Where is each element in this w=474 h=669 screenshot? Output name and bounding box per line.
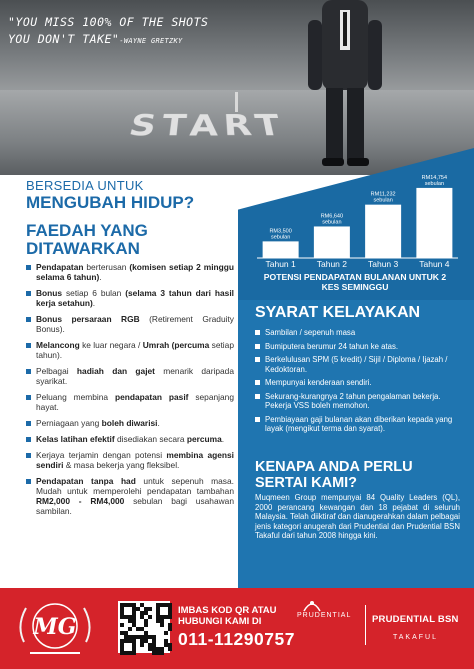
prudential-logo-icon	[301, 597, 323, 613]
requirement-item: Berkelulusan SPM (5 kredit) / Sijil / Diploma / Ijazah / Kedoktoran.	[255, 355, 460, 374]
benefit-text: Perniagaan yang	[36, 418, 102, 428]
benefit-text: berterusan	[83, 262, 130, 272]
intro-heading: MENGUBAH HIDUP?	[26, 193, 195, 212]
qr-module	[132, 651, 136, 655]
x-tick-label: Tahun 4	[419, 259, 450, 269]
bar-value-label: sebulan	[270, 234, 291, 241]
benefit-text: disediakan secara	[114, 434, 187, 444]
benefit-text: (komisen setiap 2 minggu selama 6 tahun)	[36, 262, 234, 282]
benefit-text: untuk sepenuh masa. Mudah untuk memperolehi pendapatan tambahan	[36, 476, 234, 496]
benefit-text: & masa bekerja yang fleksibel.	[63, 460, 180, 470]
benefits-title: FAEDAH YANG DITAWARKAN	[26, 221, 148, 258]
bar-value-label: RM6,640	[320, 213, 344, 220]
benefit-text: Bonus persaraan RGB	[36, 314, 140, 324]
benefit-text: setiap 6 bulan	[62, 288, 126, 298]
cta-line-2: HUBUNGI KAMI DI	[178, 616, 262, 627]
quote	[8, 14, 238, 50]
benefit-text: Pendapatan tanpa had	[36, 476, 136, 486]
logo-divider	[365, 605, 366, 645]
requirement-item: Sekurang-kurangnya 2 tahun pengalaman bekerja. Pekerja VSS boleh memohon.	[255, 392, 460, 411]
quote-line-1: "YOU MISS 100% OF THE SHOTS	[8, 15, 209, 29]
benefit-item	[26, 392, 234, 412]
bar-1	[263, 241, 299, 258]
qr-module	[168, 615, 172, 619]
benefit-text: Pendapatan	[36, 262, 84, 272]
qr-module	[164, 631, 168, 635]
bar-value-label: sebulan	[373, 197, 393, 204]
benefit-text: sebulan bagi usahawan sambilan.	[36, 496, 234, 516]
quote-author: -WAYNE GRETZKY	[119, 37, 183, 45]
qr-module	[160, 623, 164, 627]
benefit-text: .	[221, 434, 225, 444]
benefit-item	[26, 434, 234, 444]
bar-3	[365, 205, 401, 258]
takaful-label: TAKAFUL	[393, 634, 438, 641]
mg-logo	[10, 592, 100, 664]
cta-line-1: IMBAS KOD QR ATAU	[178, 605, 277, 616]
qr-module	[168, 647, 172, 651]
mg-logo-text: MG	[33, 614, 77, 640]
benefit-item	[26, 476, 234, 516]
road-start-text: START	[125, 109, 292, 144]
hero-image	[0, 0, 474, 175]
benefit-text: Kelas latihan efektif	[36, 434, 115, 444]
benefit-text: pendapatan pasif	[114, 392, 189, 402]
qr-module	[148, 615, 152, 619]
qr-module	[128, 627, 132, 631]
benefit-text: Peluang membina	[36, 392, 115, 402]
chart-title: POTENSI PENDAPATAN BULANAN UNTUK 2 KES SEMINGGU	[263, 272, 447, 292]
benefit-text: Pelbagai	[36, 366, 77, 376]
requirement-item: Bumiputera berumur 24 tahun ke atas.	[255, 342, 460, 352]
benefit-item	[26, 288, 234, 308]
qr-module	[120, 623, 124, 627]
benefit-text: (Retirement Graduity Bonus).	[36, 314, 234, 334]
benefit-item	[26, 314, 234, 334]
requirements-title: SYARAT KELAYAKAN	[255, 304, 421, 321]
x-tick-label: Tahun 3	[368, 259, 399, 269]
businessman-figure	[300, 0, 390, 170]
intro-small: BERSEDIA UNTUK	[26, 178, 144, 193]
benefit-text: percuma	[186, 434, 222, 444]
benefit-text: ke luar negara /	[79, 340, 143, 350]
benefit-item	[26, 366, 234, 386]
bar-value-label: sebulan	[424, 180, 445, 187]
requirements-list	[255, 328, 460, 438]
qr-module	[168, 627, 172, 631]
benefit-text: .	[157, 418, 160, 428]
requirement-item: Mempunyai kenderaan sendiri.	[255, 378, 460, 388]
prudential-bsn-logo: PRUDENTIAL BSN	[372, 614, 459, 625]
bar-value-label: RM14,754	[421, 174, 448, 181]
bar-4	[416, 188, 452, 258]
benefit-item	[26, 418, 234, 428]
cta	[178, 605, 277, 627]
requirement-item: Sambilan / sepenuh masa	[255, 328, 460, 338]
bar-value-label: sebulan	[322, 219, 342, 226]
phone-number[interactable]: 011-11290757	[178, 629, 295, 649]
benefit-text: boleh diwarisi	[101, 418, 158, 428]
benefit-text: Kerjaya terjamin dengan potensi	[36, 450, 167, 460]
benefit-text: Umrah (percuma	[142, 340, 210, 350]
benefits-list	[26, 262, 234, 522]
prudential-logo: PRUDENTIAL	[297, 612, 352, 619]
requirement-item: Pembiayaan gaji bulanan akan diberikan kepada yang layak (mengikut terma dan syarat).	[255, 415, 460, 434]
benefit-text: .	[92, 298, 96, 308]
benefit-text: Melancong	[36, 340, 80, 350]
benefit-text: setiap tahun).	[36, 340, 234, 360]
benefit-text: RM2,000 - RM4,000	[36, 496, 125, 506]
qr-module	[144, 623, 148, 627]
benefit-text: (selama 3 tahun dari hasil kerja setahun)	[36, 288, 234, 308]
quote-line-2: YOU DON'T TAKE"	[8, 32, 120, 46]
x-tick-label: Tahun 2	[316, 259, 347, 269]
bar-2	[314, 226, 350, 258]
qr-module	[140, 643, 144, 647]
benefit-text: hadiah dan gajet	[76, 366, 155, 376]
qr-module	[148, 607, 152, 611]
benefit-text: Bonus	[36, 288, 63, 298]
why-join-text: Muqmeen Group mempunyai 84 Quality Leaders (QL), 2000 perancang kewangan dan 18 pejabat di seluruh Malaysia. Telah diiktiraf dan dianugerahkan dalam pelbagai jenis kategori anugerah dari Prudential dan Prudential BSN Takaful dari tahun 2008 hingga kini.	[255, 493, 460, 541]
benefit-item	[26, 450, 234, 470]
bar-value-label: RM11,232	[370, 191, 396, 198]
benefit-text: membina agensi sendiri	[36, 450, 234, 470]
qr-code[interactable]	[118, 601, 170, 653]
why-join-title: KENAPA ANDA PERLU SERTAI KAMI?	[255, 459, 413, 491]
x-tick-label: Tahun 1	[265, 259, 296, 269]
benefit-text: sepanjang hayat.	[36, 392, 234, 412]
benefit-text: .	[99, 272, 102, 282]
bar-value-label: RM3,500	[269, 228, 292, 235]
benefit-item	[26, 262, 234, 282]
benefit-text: menarik daripada syarikat.	[36, 366, 234, 386]
qr-module	[160, 651, 164, 655]
income-chart	[255, 160, 460, 272]
benefit-item	[26, 340, 234, 360]
